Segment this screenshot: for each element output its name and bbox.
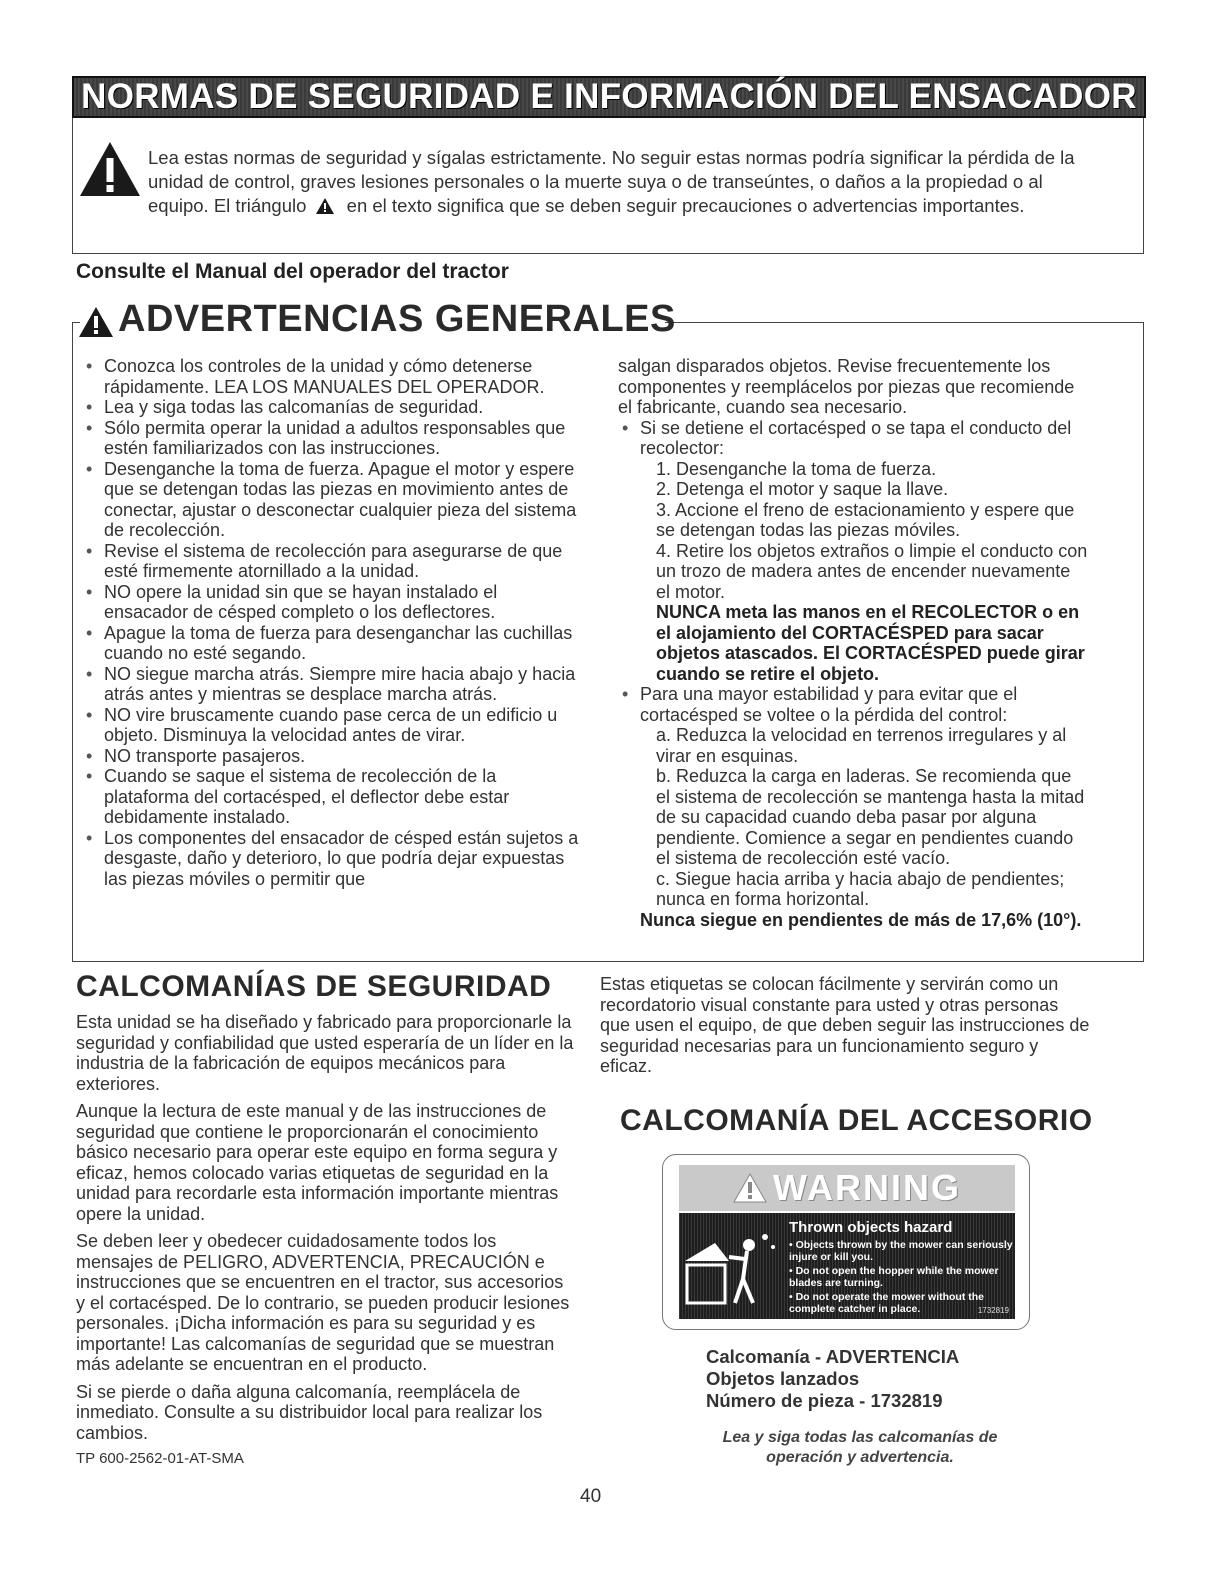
- thrown-objects-pictogram-icon: [685, 1227, 781, 1307]
- clog-step: 2. Detenga el motor y saque la llave.: [656, 479, 949, 499]
- warning-item: • NO vire bruscamente cuando pase cerca de un edificio u objeto. Disminuya la velocidad antes de virar.: [82, 705, 582, 746]
- title-banner: [72, 76, 1146, 118]
- consult-manual-heading: Consulte el Manual del operador del tractor: [76, 260, 509, 283]
- warning-item: • NO opere la unidad sin que se hayan instalado el ensacador de césped completo o los deflectores.: [82, 582, 582, 623]
- page-number: 40: [580, 1486, 602, 1507]
- warning-triangle-icon: [78, 306, 114, 338]
- decal-subtitle: Thrown objects hazard: [789, 1219, 953, 1236]
- warning-decal-image: [662, 1154, 1030, 1330]
- warnings-right-column: [618, 356, 1088, 930]
- accessory-decal-title: CALCOMANÍA DEL ACCESORIO: [620, 1104, 1093, 1137]
- warnings-left-list: [82, 356, 582, 889]
- safety-decals-title: CALCOMANÍAS DE SEGURIDAD: [76, 970, 552, 1003]
- warning-item: • NO transporte pasajeros.: [82, 746, 582, 767]
- decal-caption-line: Calcomanía - ADVERTENCIA: [706, 1346, 960, 1367]
- stability-steps: [640, 725, 1088, 910]
- decal-caption-line: Número de pieza - 1732819: [706, 1390, 943, 1411]
- warnings-left-column: [82, 356, 582, 889]
- clog-step: 1. Desenganche la toma de fuerza.: [656, 458, 937, 479]
- warning-triangle-icon: [78, 140, 142, 198]
- decal-bullet: • Objects thrown by the mower can seriously injure or kill you.: [789, 1239, 1013, 1263]
- intro-text: [148, 146, 1098, 218]
- clog-steps: [640, 459, 1088, 603]
- decal-caption: [706, 1346, 959, 1412]
- stability-step: b. Reduzca la carga en laderas. Se recomienda que el sistema de recolección se mantenga hasta la mitad de su capacidad cuando deba pasar por alguna pendiente. Comience a segar en pendientes cuando el sistema de recolección esté vacío.: [656, 766, 1085, 868]
- page-title: NORMAS DE SEGURIDAD E INFORMACIÓN DEL ENSACADOR: [81, 77, 1137, 116]
- warning-item: • Apague la toma de fuerza para desenganchar las cuchillas cuando no esté segando.: [82, 623, 582, 664]
- safety-decals-paragraph: Aunque la lectura de este manual y de las instrucciones de seguridad que contiene le proporcionarán el conocimiento básico necesario para operar este equipo en forma segura y eficaz, hemos colocado varias etiquetas de seguridad en la unidad para recordarle esta información importante mientras opere la unidad.: [76, 1101, 559, 1224]
- stability-step: a. Reduzca la velocidad en terrenos irregulares y al virar en esquinas.: [656, 725, 1067, 766]
- safety-decals-body: [76, 1012, 576, 1450]
- decal-bullet: • Do not open the hopper while the mower blades are turning.: [789, 1265, 999, 1289]
- stability-step: c. Siegue hacia arriba y hacia abajo de pendientes; nunca en forma horizontal.: [656, 868, 1065, 909]
- decal-body: [679, 1213, 1015, 1319]
- warning-item: [618, 418, 1088, 685]
- inline-warning-icon: [316, 198, 334, 214]
- warning-item: • Desenganche la toma de fuerza. Apague el motor y espere que se detengan todas las piezas en movimiento antes de conectar, ajustar o desconectar cualquier pieza del sistema de recolección.: [82, 459, 582, 541]
- clog-intro: Si se detiene el cortacésped o se tapa el conducto del recolector:: [640, 417, 1072, 458]
- clog-step: 4. Retire los objetos extraños o limpie el conducto con un trozo de madera antes de encender nuevamente el motor.: [656, 540, 1088, 602]
- decal-warning-icon: [733, 1173, 767, 1203]
- warnings-continuation: salgan disparados objetos. Revise frecuentemente los componentes y reemplácelos por piezas que recomiende el fabricante, cuando sea necesario.: [618, 356, 1075, 417]
- decal-note: Lea y siga todas las calcomanías de operación y advertencia.: [722, 1429, 998, 1466]
- safety-decals-paragraph: Esta unidad se ha diseñado y fabricado para proporcionarle la seguridad y confiabilidad que usted esperaría de un líder en la industria de la fabricación de equipos mecánicos para exteriores.: [76, 1012, 574, 1094]
- warning-item: [618, 684, 1088, 910]
- box-rule-right: [665, 322, 1143, 323]
- warning-item: • Revise el sistema de recolección para asegurarse de que esté firmemente atornillado a la unidad.: [82, 541, 582, 582]
- decal-header-text: WARNING: [773, 1167, 961, 1208]
- slope-bold-warning: Nunca siegue en pendientes de más de 17,6% (10°).: [640, 909, 1082, 930]
- clog-step: 3. Accione el freno de estacionamiento y espere que se detengan todas las piezas móviles.: [656, 499, 1075, 540]
- decals-purpose-text: Estas etiquetas se colocan fácilmente y servirán como un recordatorio visual constante para usted y otras personas que usen el equipo, de que deben seguir las instrucciones de seguridad necesarias para un funcionamiento seguro y eficaz.: [600, 974, 1090, 1076]
- safety-decals-paragraph: Se deben leer y obedecer cuidadosamente todos los mensajes de PELIGRO, ADVERTENCIA, PRECAUCIÓN e instrucciones que se encuentren en el tractor, sus accesorios y el cortacésped. De lo contrario, se pueden producir lesiones personales. ¡Dicha información es para su seguridad y es importante! Las calcomanías de seguridad que se muestran más adelante se encuentran en el producto.: [76, 1231, 570, 1374]
- decal-bullet: • Do not operate the mower without the complete catcher in place.: [789, 1291, 985, 1315]
- intro-text-before: Lea estas normas de seguridad y sígalas estrictamente. No seguir estas normas podría significar la pérdida de la unidad de control, graves lesiones personales o la muerte suya o de transeúntes, o daños a la propiedad o al equipo. El triángulo: [148, 147, 1075, 216]
- warning-item: • Los componentes del ensacador de césped están sujetos a desgaste, daño y deterioro, lo que podría dejar expuestas las piezas móviles o permitir que: [82, 828, 582, 890]
- intro-text-after: en el texto significa que se deben seguir precauciones o advertencias importantes.: [346, 195, 1025, 216]
- clog-bold-warning: NUNCA meta las manos en el RECOLECTOR o en el alojamiento del CORTACÉSPED para sacar objetos atascados. El CORTACÉSPED puede girar cuando se retire el objeto.: [656, 602, 1085, 684]
- decal-caption-line: Objetos lanzados: [706, 1368, 860, 1389]
- decal-header: [679, 1165, 1015, 1211]
- document-code: TP 600-2562-01-AT-SMA: [76, 1450, 244, 1467]
- warning-item: • NO siegue marcha atrás. Siempre mire hacia abajo y hacia atrás antes y mientras se desplace marcha atrás.: [82, 664, 582, 705]
- general-warnings-title: ADVERTENCIAS GENERALES: [118, 298, 676, 340]
- warning-item: • Conozca los controles de la unidad y cómo detenerse rápidamente. LEA LOS MANUALES DEL OPERADOR.: [82, 356, 582, 397]
- warning-item: • Cuando se saque el sistema de recolección de la plataforma del cortacésped, el deflector debe estar debidamente instalado.: [82, 766, 582, 828]
- warning-item: • Lea y siga todas las calcomanías de seguridad.: [82, 397, 582, 418]
- warning-item: • Sólo permita operar la unidad a adultos responsables que estén familiarizados con las instrucciones.: [82, 418, 582, 459]
- decal-part-number: 1732819: [977, 1306, 1009, 1315]
- stability-intro: Para una mayor estabilidad y para evitar que el cortacésped se voltee o la pérdida del control:: [640, 684, 1018, 725]
- safety-decals-paragraph: Si se pierde o daña alguna calcomanía, reemplácela de inmediato. Consulte a su distribuidor local para realizar los cambios.: [76, 1381, 543, 1443]
